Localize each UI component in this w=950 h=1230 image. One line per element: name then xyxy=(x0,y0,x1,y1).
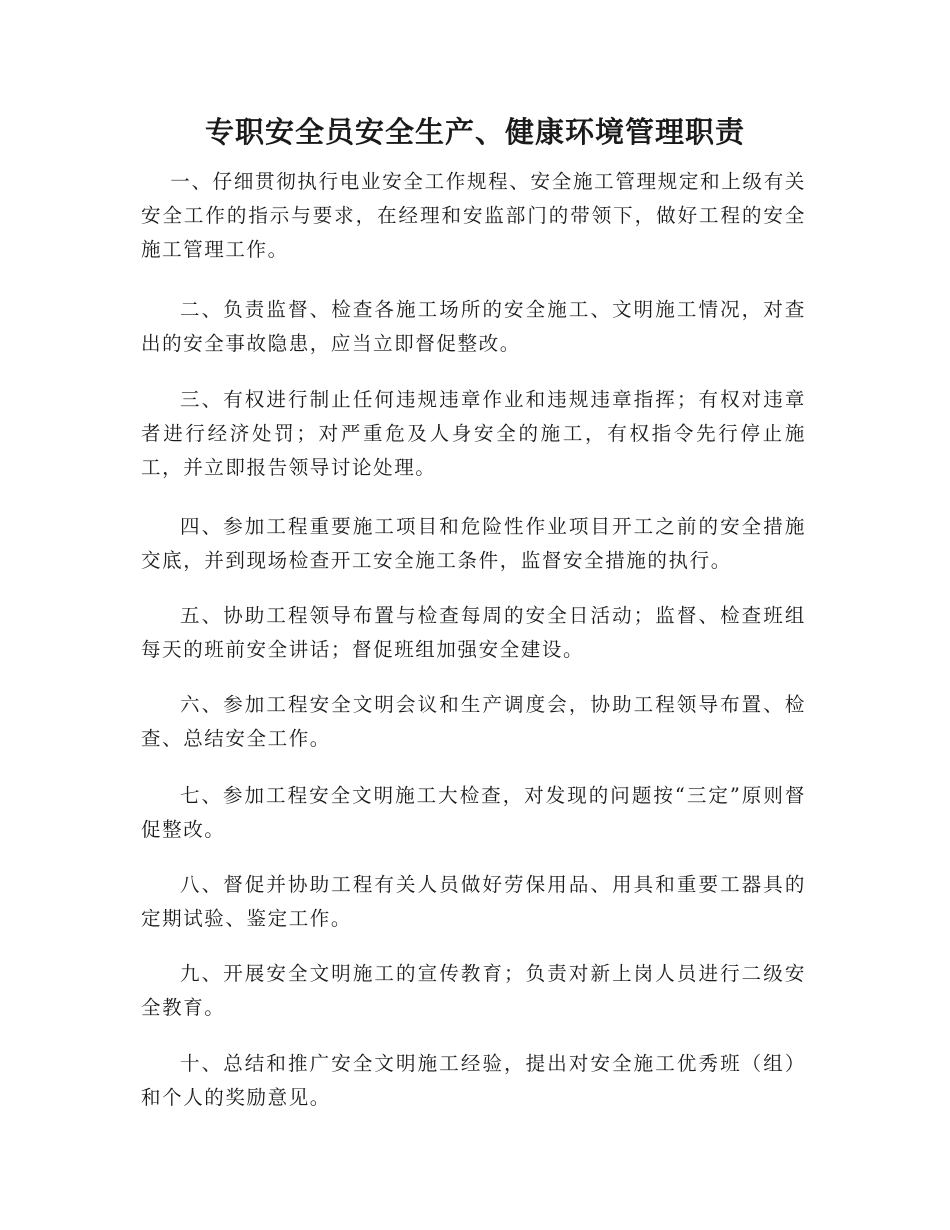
clause-6: 六、参加工程安全文明会议和生产调度会，协助工程领导布置、检查、总结安全工作。 xyxy=(141,693,806,750)
clause-2: 二、负责监督、检查各施工场所的安全施工、文明施工情况，对查出的安全事故隐患，应当立即督促整改。 xyxy=(141,298,806,355)
clause-4: 四、参加工程重要施工项目和危险性作业项目开工之前的安全措施交底，并到现场检查开工安全施工条件，监督安全措施的执行。 xyxy=(141,515,806,572)
clause-9: 九、开展安全文明施工的宣传教育；负责对新上岗人员进行二级安全教育。 xyxy=(141,962,806,1019)
clause-7: 七、参加工程安全文明施工大检查，对发现的问题按“三定”原则督促整改。 xyxy=(141,784,806,841)
clause-8: 八、督促并协助工程有关人员做好劳保用品、用具和重要工器具的定期试验、鉴定工作。 xyxy=(141,873,806,930)
clause-3: 三、有权进行制止任何违规违章作业和违规违章指挥；有权对违章者进行经济处罚；对严重危及人身安全的施工，有权指令先行停止施工，并立即报告领导讨论处理。 xyxy=(141,388,806,479)
clause-10: 十、总结和推广安全文明施工经验，提出对安全施工优秀班（组）和个人的奖励意见。 xyxy=(141,1052,806,1109)
document-title: 专职安全员安全生产、健康环境管理职责 xyxy=(204,115,745,149)
clause-5: 五、协助工程领导布置与检查每周的安全日活动；监督、检查班组每天的班前安全讲话；督促班组加强安全建设。 xyxy=(141,604,806,661)
clause-1: 一、仔细贯彻执行电业安全工作规程、安全施工管理规定和上级有关安全工作的指示与要求，在经理和安监部门的带领下，做好工程的安全施工管理工作。 xyxy=(141,170,806,261)
